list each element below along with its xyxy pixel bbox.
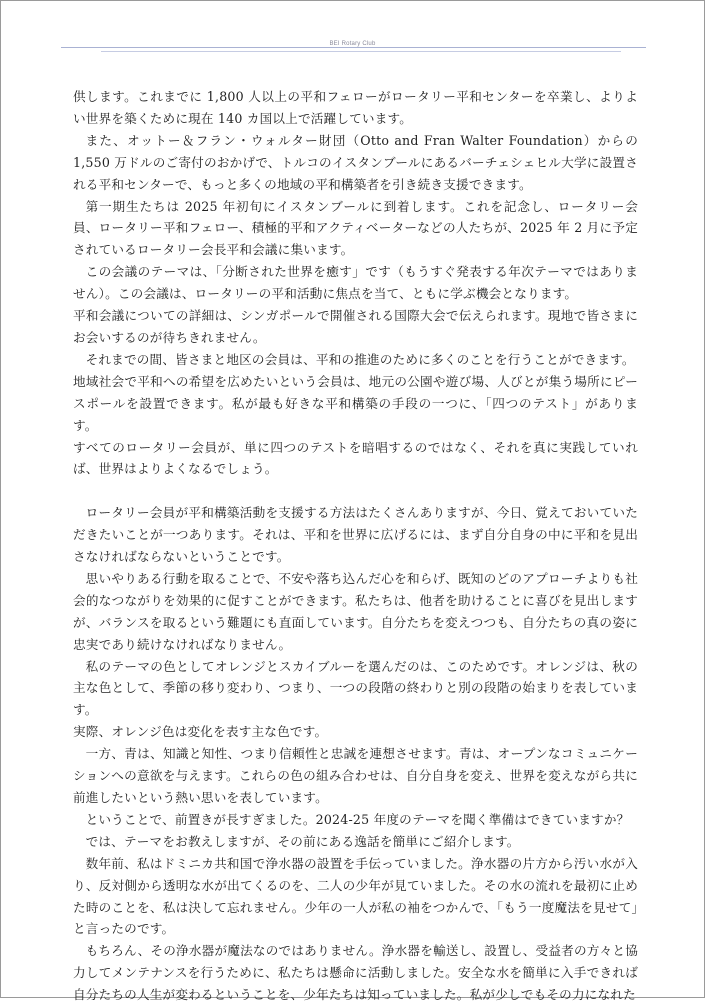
paragraph: 実際、オレンジ色は変化を表す主な色です。: [73, 724, 328, 740]
header-rule-secondary: [101, 51, 621, 52]
header-rule: [61, 47, 646, 48]
header-club-name: BEI Rotary Club: [329, 41, 376, 47]
paragraph: 数年前、私はドミニカ共和国で浄水器の設置を手伝っていました。浄水器の片方から汚い水が入り、反対側から透明な水が出てくるのを、二人の少年が見ていました。その水の流れを最初に止めた時のことを、私は決して忘れません。少年の一人が私の袖をつかんで、「もう一度魔法を見せて」と言ったのです。: [73, 855, 638, 937]
section-gap: [73, 480, 638, 502]
paragraph: 供します。これまでに 1,800 人以上の平和フェローがロータリー平和センターを卒業し、よりよい世界を築くために現在 140 カ国以上で活躍しています。: [73, 89, 638, 126]
paragraph: すべてのロータリー会員が、単に四つのテストを暗唱するのではなく、それを真に実践していれば、世界はよりよくなるでしょう。: [73, 439, 638, 477]
paragraph: 第一期生たちは 2025 年初旬にイスタンブールに到着します。これを記念し、ロータリー会 員、ロータリー平和フェロー、積極的平和アクティベーターなどの人たちが、2025 年 2 月に予定されているロータリー会長平和会議に集います。: [73, 198, 638, 258]
paragraph: 地域社会で平和への希望を広めたいという会員は、地元の公園や遊び場、人びとが集う場所にピースポールを設置できます。私が最も好きな平和構築の手段の一つに、「四つのテスト」があります。: [73, 373, 638, 433]
paragraph: この会議のテーマは、「分断された世界を癒す」です（もうすぐ発表する年次テーマではありません）。この会議は、ロータリーの平和活動に焦点を当て、ともに学ぶ機会となります。: [73, 264, 638, 302]
document-body: [73, 86, 638, 1006]
paragraph: ということで、前置きが長すぎました。2024-25 年度のテーマを聞く準備はできていますか？: [85, 811, 630, 827]
paragraph: それまでの間、皆さまと地区の会員は、平和の推進のために多くのことを行うことができます。: [85, 351, 635, 367]
paragraph: また、オットー＆フラン・ウォルター財団（Otto and Fran Walter Foundation）からの 1,550 万ドルのご寄付のおかげで、トルコのイスタンブールにあるバーチェシェヒル大学に設置される平和センターで、もっと多くの地域の平和構築者を引き続き支援できます。: [73, 132, 638, 192]
paragraph: もちろん、その浄水器が魔法なのではありません。浄水器を輸送し、設置し、受益者の方々と協力してメンテナンスを行うために、私たちは懸命に活動しました。安全な水を簡単に入手できれば自分たちの人生が変わるということを、少年たちは知っていました。私が少しでもその力になれた: [73, 943, 638, 1003]
paragraph: では、テーマをお教えしますが、その前にある逸話を簡単にご紹介します。: [85, 833, 520, 849]
paragraph: 平和会議についての詳細は、シンガポールで開催される国際大会で伝えられます。現地で皆さまにお会いするのが待ちきれません。: [73, 308, 638, 345]
paragraph: 私のテーマの色としてオレンジとスカイブルーを選んだのは、このためです。オレンジは、秋の主な色として、季節の移り変わり、つまり、一つの段階の終わりと別の段階の始まりを表しています。: [73, 658, 638, 718]
paragraph: 思いやりある行動を取ることで、不安や落ち込んだ心を和らげ、既知のどのアプローチよりも社会的なつながりを効果的に促すことができます。私たちは、他者を助けることに喜びを見出しますが、バランスを取るという難題にも直面しています。自分たちを変えつつも、自分たちの真の姿に忠実であり続けなければなりません。: [73, 570, 638, 652]
paragraph: 一方、青は、知識と知性、つまり信頼性と忠誠を連想させます。青は、オープンなコミュニケーションへの意欲を与えます。これらの色の組み合わせは、自分自身を変え、世界を変えながら共に前進したいという熱い思いを表しています。: [73, 746, 638, 805]
paragraph: ロータリー会員が平和構築活動を支援する方法はたくさんありますが、今日、覚えておいていただきたいことが一つあります。それは、平和を世界に広げるには、まず自分自身の中に平和を見出さなければならないということです。: [73, 505, 638, 565]
